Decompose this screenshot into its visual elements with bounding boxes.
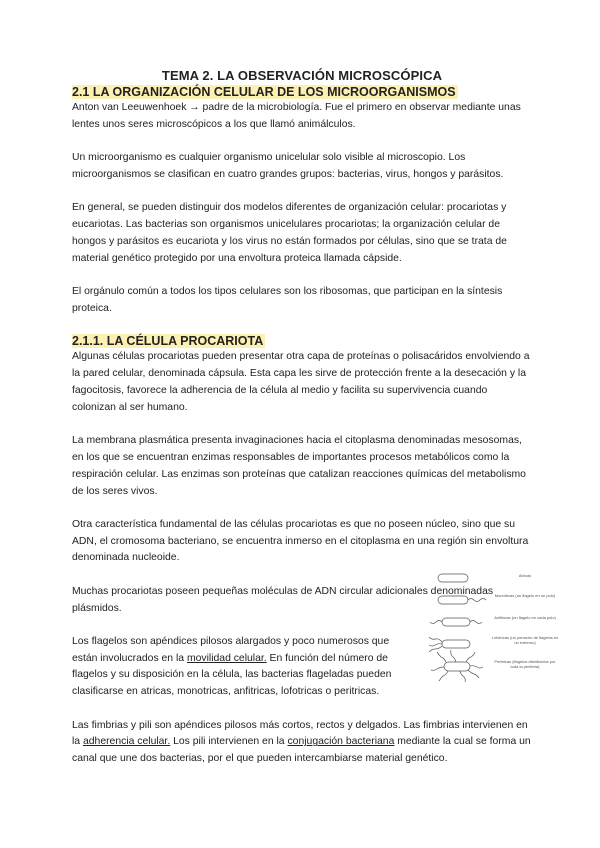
paragraph-ribosomas: El orgánulo común a todos los tipos celulares son los ribosomas, que participan en la síntesis proteica.: [72, 285, 503, 314]
paragraph-plasmidos: Muchas procariotas poseen pequeñas moléculas de ADN circular adicionales denominadas plásmidos.: [72, 585, 494, 614]
anfitricas-flagellum-left: [430, 621, 442, 624]
lofotricas-cell-shape: [442, 640, 470, 648]
peritricas-flagellum-1: [437, 652, 446, 662]
paragraph-flagelos: [72, 634, 392, 701]
figure-label-atricas: Atricas: [518, 573, 532, 578]
flagella-diagram: [428, 570, 490, 682]
section-heading-2-1-1: 2.1.1. LA CÉLULA PROCARIOTA: [72, 334, 264, 349]
flagelos-text-b: En función del número de flagelos y su disposición en la célula, las bacterias flageladas pueden clasificarse en atricas, monotricas, anfitricas, lofotricas o peritricas.: [72, 652, 392, 698]
paragraph-organizacion: En general, se pueden distinguir dos modelos diferentes de organización celular: procariotas y eucariotas. Las bacterias son organismos unicelulares procariotas; la organización celular de hongos y parásitos es eucariota y los virus no están formados por células, sino que se trata de material genético protegido por una envoltura proteica llamada cápside.: [72, 202, 507, 264]
anfitricas-cell-shape: [442, 618, 470, 626]
lofotricas-flagellum-3: [429, 646, 442, 652]
paragraph-microorganismo: Un microorganismo es cualquier organismo unicelular solo visible al microscopio. Los microorganismos se clasifican en cuatro grandes grupos: bacterias, virus, hongos y parásitos.: [72, 152, 504, 180]
peritricas-flagellum-2: [451, 650, 456, 662]
peritricas-flagellum-6: [439, 671, 448, 681]
lofotricas-flagellum-2: [429, 644, 442, 646]
monotricas-cell-shape: [438, 596, 468, 604]
anfitricas-flagellum-right: [470, 621, 482, 624]
flagella-types-figure: [428, 570, 558, 682]
section-heading-2-1: 2.1 LA ORGANIZACIÓN CELULAR DE LOS MICROORGANISMOS: [72, 85, 456, 99]
figure-label-monotricas: Monotricas (un flagelo en un polo): [494, 593, 556, 598]
paragraph-leeuwenhoek: Anton van Leeuwenhoek → padre de la microbiología. Fue el primero en observar mediante unas lentes unos seres microscópicos a los que llamó animálculos.: [72, 102, 521, 130]
document-title: TEMA 2. LA OBSERVACIÓN MICROSCÓPICA: [161, 68, 443, 83]
atricas-cell-shape: [438, 574, 468, 582]
paragraph-nucleoide: Otra característica fundamental de las células procariotas es que no poseen núcleo, sino que su ADN, el cromosoma bacteriano, se encuentra inmerso en el citoplasma en una región sin envoltura denominada nucleoide.: [72, 518, 529, 564]
flagelos-text-a: Los flagelos son apéndices pilosos alargados y poco numerosos que están involucrados en la: [72, 635, 390, 664]
peritricas-cell-shape: [444, 662, 470, 671]
peritricas-flagellum-5: [431, 667, 444, 670]
figure-label-peritricas: Peritricas (flagelos distribuidos por toda la periferia): [494, 659, 556, 669]
peritricas-flagellum-3: [466, 652, 475, 662]
paragraph-fimbrias: [72, 718, 532, 768]
figure-label-lofotricas: Lofotricas (un penacho de flagelos en un extremo): [491, 635, 559, 645]
peritricas-flagellum-4: [470, 666, 483, 668]
fimbrias-text-c: mediante la cual se forma un canal que une dos bacterias, por el que pueden intercambiarse material genético.: [72, 736, 531, 765]
peritricas-flagellum-8: [468, 670, 479, 678]
lofotricas-flagellum-1: [429, 637, 442, 642]
figure-label-anfitricas: Anfitricas (un flagelo en cada polo): [494, 615, 556, 620]
fimbrias-text-a: Las fimbrias y pili son apéndices pilosos más cortos, rectos y delgados. Las fimbrias intervienen en la: [72, 719, 528, 748]
peritricas-flagellum-7: [460, 671, 465, 682]
paragraph-capsula: Algunas células procariotas pueden presentar otra capa de proteínas o polisacáridos envolviendo a la pared celular, denominada cápsula. Esta capa les sirve de protección frente a la desecación y la fagocitosis, favorece la adherencia de la célula al medio y facilita su supervivencia cuando colonizan al ser humano.: [72, 351, 530, 413]
paragraph-mesosomas: La membrana plasmática presenta invaginaciones hacia el citoplasma denominadas mesosomas, en los que se encuentran enzimas responsables de importantes procesos metabólicos como la respiración celular. Las enzimas son proteínas que catalizan reacciones químicas del metabolismo de los seres vivos.: [72, 435, 526, 497]
link-conjugacion-bacteriana[interactable]: conjugación bacteriana: [287, 736, 395, 748]
link-adherencia-celular[interactable]: adherencia celular.: [82, 736, 171, 748]
monotricas-flagellum: [468, 599, 486, 602]
fimbrias-text-b: Los pili intervienen en la: [170, 736, 288, 748]
link-movilidad-celular[interactable]: movilidad celular.: [186, 652, 267, 664]
